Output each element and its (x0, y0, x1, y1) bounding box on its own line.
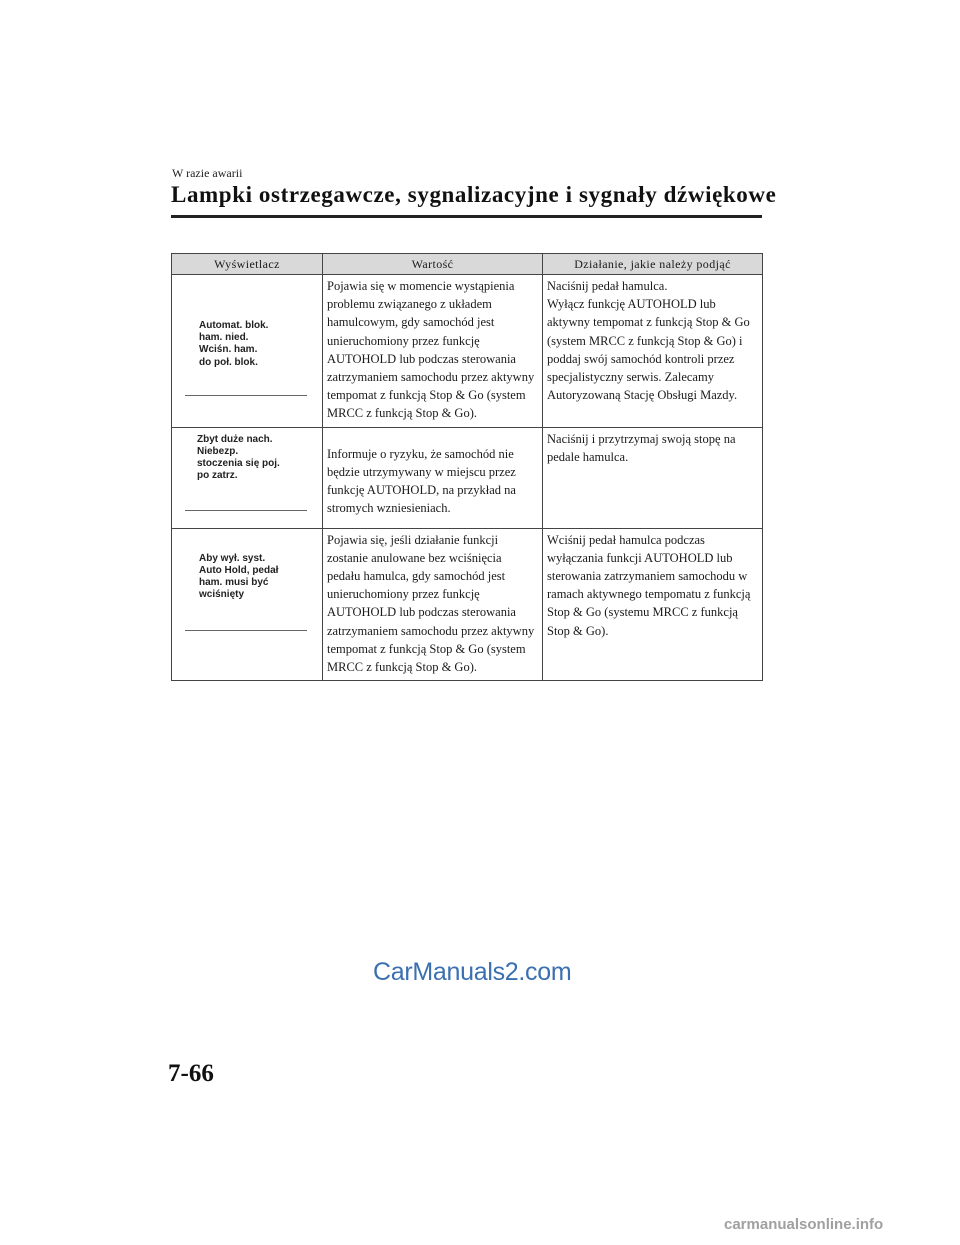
display-underline (185, 630, 307, 631)
display-cell (172, 528, 323, 681)
display-cell (172, 275, 323, 428)
table-row (172, 427, 763, 528)
display-message-text: Automat. blok. ham. nied. Wciśn. ham. do poł. blok. (199, 320, 269, 368)
display-message-box (172, 428, 322, 528)
footer-watermark-link[interactable]: carmanualsonline.info (724, 1216, 884, 1233)
column-header-display: Wyświetlacz (172, 254, 323, 275)
display-message-box (172, 529, 322, 657)
table-header-row (172, 254, 763, 275)
action-cell: Naciśnij pedał hamulca. Wyłącz funkcję AUTOHOLD lub aktywny tempomat z funkcją Stop & Go (system MRCC z funkcją Stop & Go) i poddaj swój samochód kontroli przez specjalistyczny serwis. Zalecamy Autoryzowaną Stację Obsługi Mazdy. (543, 275, 763, 428)
watermark-link[interactable]: CarManuals2.com (373, 958, 572, 986)
warning-messages-table (171, 253, 763, 681)
page-title: Lampki ostrzegawcze, sygnalizacyjne i sygnały dźwiękowe (171, 182, 777, 207)
meaning-cell: Pojawia się, jeśli działanie funkcji zostanie anulowane bez wciśnięcia pedału hamulca, gdy samochód jest unieruchomiony przez funkcję AUTOHOLD lub podczas sterowania zatrzymaniem samochodu przez aktywny tempomat z funkcją Stop & Go (system MRCC z funkcją Stop & Go). (323, 528, 543, 681)
action-cell: Naciśnij i przytrzymaj swoją stopę na pedale hamulca. (543, 427, 763, 528)
display-underline (185, 395, 307, 396)
table-row (172, 528, 763, 681)
column-header-action: Działanie, jakie należy podjąć (543, 254, 763, 275)
display-underline (185, 510, 307, 511)
meaning-cell: Informuje o ryzyku, że samochód nie będzie utrzymywany w miejscu przez funkcję AUTOHOLD, na przykład na stromych wzniesieniach. (323, 427, 543, 528)
meaning-cell: Pojawia się w momencie wystąpienia problemu związanego z układem hamulcowym, gdy samochód jest unieruchomiony przez funkcję AUTOHOLD lub podczas sterowania zatrzymaniem samochodu przez aktywny tempomat z funkcją Stop & Go (system MRCC z funkcją Stop & Go). (323, 275, 543, 428)
action-cell: Wciśnij pedał hamulca podczas wyłączania funkcji AUTOHOLD lub sterowania zatrzymaniem samochodu w ramach aktywnego tempomatu z funkcją Stop & Go (systemu MRCC z funkcją Stop & Go). (543, 528, 763, 681)
page-number: 7-66 (168, 1060, 214, 1087)
title-divider (171, 215, 762, 218)
column-header-meaning: Wartość (323, 254, 543, 275)
display-message-box (172, 275, 322, 415)
display-cell (172, 427, 323, 528)
table-row (172, 275, 763, 428)
section-label: W razie awarii (172, 166, 243, 180)
display-message-text: Zbyt duże nach. Niebezp. stoczenia się poj. po zatrz. (197, 433, 280, 482)
display-message-text: Aby wył. syst. Auto Hold, pedał ham. musi być wciśnięty (199, 552, 279, 601)
